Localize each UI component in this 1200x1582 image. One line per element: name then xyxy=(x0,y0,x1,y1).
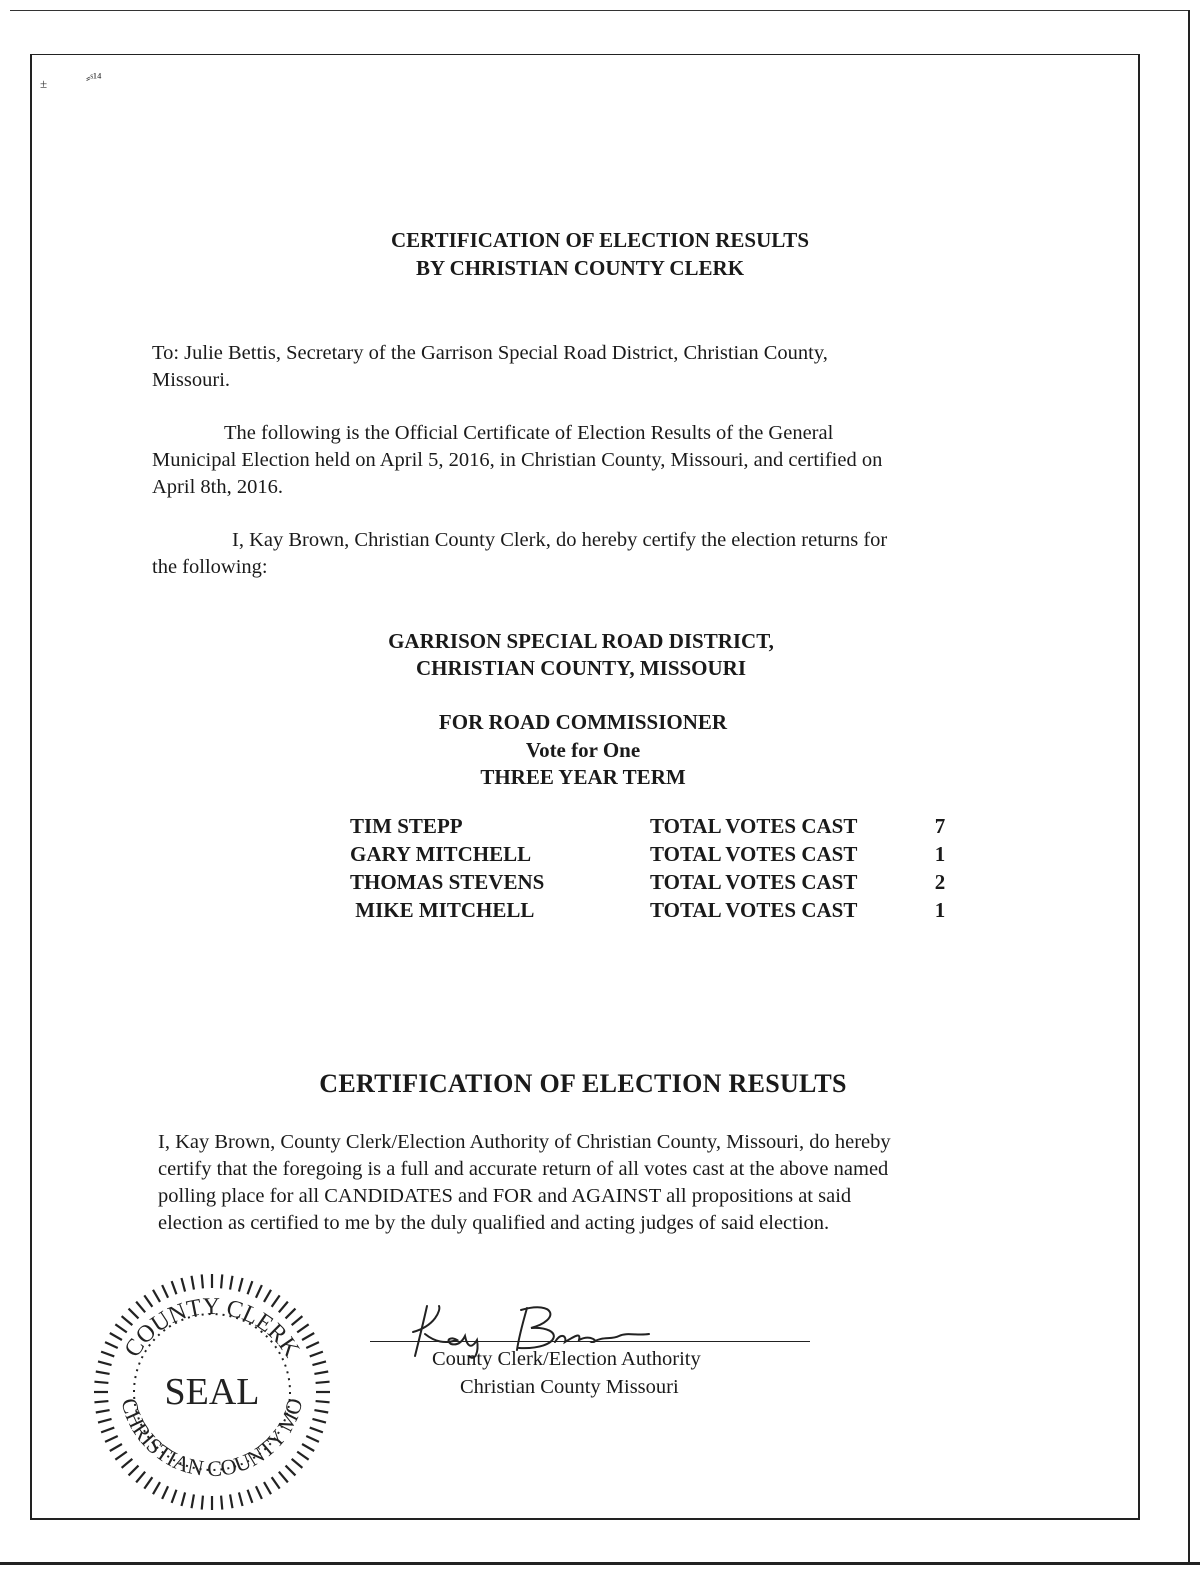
seal-tick xyxy=(202,1496,203,1510)
seal-tick xyxy=(256,1486,262,1499)
seal-tick xyxy=(239,1492,243,1506)
header-title-line1: CERTIFICATION OF ELECTION RESULTS xyxy=(390,228,809,252)
candidate-name: TIM STEPP xyxy=(350,813,463,838)
signature-title-line1: County Clerk/Election Authority xyxy=(432,1348,701,1370)
signature-title-line2: Christian County Missouri xyxy=(460,1376,679,1398)
seal-tick xyxy=(181,1278,185,1292)
seal-tick xyxy=(181,1492,185,1506)
seal-tick xyxy=(310,1428,323,1433)
seal-tick xyxy=(110,1444,122,1451)
seal-tick xyxy=(286,1309,296,1319)
seal-tick xyxy=(192,1494,194,1508)
seal-tick xyxy=(202,1274,203,1288)
seal-bottom-text: CHRISTIAN COUNTY MO xyxy=(116,1395,308,1482)
vote-count: 2 xyxy=(934,869,946,894)
seal-tick xyxy=(272,1295,280,1306)
vote-count: 1 xyxy=(934,841,946,866)
seal-tick xyxy=(162,1285,168,1298)
seal-tick xyxy=(96,1410,110,1412)
office-instruction: Vote for One xyxy=(525,738,641,762)
seal-tick xyxy=(248,1281,253,1294)
result-row xyxy=(350,812,960,840)
certification-title: CERTIFICATION OF ELECTION RESULTS xyxy=(319,1069,847,1098)
certification-line4: election as certified to me by the duly qualified and acting judges of said election. xyxy=(158,1212,830,1234)
seal-tick xyxy=(306,1342,319,1348)
seal-tick xyxy=(316,1401,330,1402)
seal-tick xyxy=(136,1472,145,1483)
seal-tick xyxy=(221,1274,222,1288)
header-title-line2: BY CHRISTIAN COUNTY CLERK xyxy=(415,256,745,280)
seal-tick xyxy=(192,1276,194,1290)
seal-tick xyxy=(105,1436,118,1442)
seal-tick xyxy=(98,1361,112,1365)
results-table xyxy=(350,812,960,924)
seal-tick xyxy=(115,1324,126,1332)
seal-tick xyxy=(94,1382,108,1383)
seal-tick xyxy=(101,1428,114,1433)
seal-tick xyxy=(110,1333,122,1340)
seal-tick xyxy=(297,1452,308,1460)
seal-tick xyxy=(279,1302,288,1313)
seal-tick xyxy=(122,1316,133,1325)
seal-tick xyxy=(221,1496,222,1510)
paragraph2-line2: the following: xyxy=(152,556,268,578)
seal-tick xyxy=(115,1452,126,1460)
candidate-name: THOMAS STEVENS xyxy=(350,869,545,894)
office-term: THREE YEAR TERM xyxy=(480,765,686,789)
seal-tick xyxy=(144,1477,152,1488)
addressee-line1: To: Julie Bettis, Secretary of the Garrison Special Road District, Christian County, xyxy=(152,342,828,364)
seal-center-text: SEAL xyxy=(164,1371,260,1413)
seal-tick xyxy=(310,1352,323,1357)
county-clerk-seal xyxy=(92,1272,332,1512)
seal-tick xyxy=(279,1472,288,1483)
seal-tick xyxy=(292,1459,303,1468)
seal-tick xyxy=(144,1295,152,1306)
seal-tick xyxy=(172,1490,177,1503)
seal-tick xyxy=(292,1316,303,1325)
votes-label: TOTAL VOTES CAST xyxy=(650,897,858,922)
votes-label: TOTAL VOTES CAST xyxy=(650,869,858,894)
seal-tick xyxy=(96,1372,110,1374)
seal-tick xyxy=(314,1372,328,1374)
vote-count: 7 xyxy=(934,813,946,838)
paragraph1-line1: The following is the Official Certificate of Election Results of the General xyxy=(224,422,834,444)
seal-tick xyxy=(314,1410,328,1412)
seal-tick xyxy=(286,1466,296,1476)
certification-line3: polling place for all CANDIDATES and FOR and AGAINST all propositions at said xyxy=(158,1185,852,1207)
seal-tick xyxy=(264,1290,271,1302)
scan-mark-right: ⸗ˢ¹⁴ xyxy=(86,70,102,85)
seal-tick xyxy=(129,1309,139,1319)
seal-top-text: COUNTY CLERK xyxy=(119,1293,305,1362)
addressee-line2: Missouri. xyxy=(152,369,231,391)
paragraph2-line1: I, Kay Brown, Christian County Clerk, do hereby certify the election returns for xyxy=(232,529,888,551)
seal-tick xyxy=(302,1333,314,1340)
seal-tick xyxy=(98,1419,112,1423)
votes-label: TOTAL VOTES CAST xyxy=(650,813,858,838)
candidate-name: MIKE MITCHELL xyxy=(350,897,535,922)
result-row xyxy=(350,896,960,924)
seal-tick xyxy=(101,1352,114,1357)
seal-tick xyxy=(297,1324,308,1332)
paragraph1-line2: Municipal Election held on April 5, 2016, in Christian County, Missouri, and certified on xyxy=(152,449,883,471)
seal-tick xyxy=(256,1285,262,1298)
signature-line xyxy=(370,1341,810,1342)
seal-tick xyxy=(172,1281,177,1294)
seal-tick xyxy=(122,1459,133,1468)
result-row xyxy=(350,840,960,868)
paragraph1-line3: April 8th, 2016. xyxy=(152,476,283,498)
seal-tick xyxy=(136,1302,145,1313)
seal-tick xyxy=(239,1278,243,1292)
district-line2: CHRISTIAN COUNTY, MISSOURI xyxy=(415,656,747,680)
result-row xyxy=(350,868,960,896)
seal-tick xyxy=(153,1482,160,1494)
seal-tick xyxy=(248,1490,253,1503)
certification-line2: certify that the foregoing is a full and accurate return of all votes cast at the above named xyxy=(158,1158,889,1180)
district-line1: GARRISON SPECIAL ROAD DISTRICT, xyxy=(388,629,774,653)
seal-tick xyxy=(162,1486,168,1499)
vote-count: 1 xyxy=(934,897,946,922)
seal-tick xyxy=(312,1361,326,1365)
seal-tick xyxy=(312,1419,326,1423)
seal-tick xyxy=(306,1436,319,1442)
seal-tick xyxy=(302,1444,314,1451)
page-border-top xyxy=(10,10,1188,11)
seal-tick xyxy=(94,1401,108,1402)
seal-tick xyxy=(105,1342,118,1348)
certification-line1: I, Kay Brown, County Clerk/Election Authority of Christian County, Missouri, do hereby xyxy=(158,1131,891,1153)
scan-mark-left: ± xyxy=(40,76,48,91)
page-border-bottom xyxy=(0,1562,1200,1565)
seal-tick xyxy=(230,1494,232,1508)
candidate-name: GARY MITCHELL xyxy=(350,841,532,866)
office-title: FOR ROAD COMMISSIONER xyxy=(438,710,728,734)
seal-tick xyxy=(316,1382,330,1383)
seal-tick xyxy=(129,1466,139,1476)
votes-label: TOTAL VOTES CAST xyxy=(650,841,858,866)
seal-tick xyxy=(264,1482,271,1494)
seal-tick xyxy=(230,1276,232,1290)
seal-tick xyxy=(272,1477,280,1488)
seal-tick xyxy=(153,1290,160,1302)
